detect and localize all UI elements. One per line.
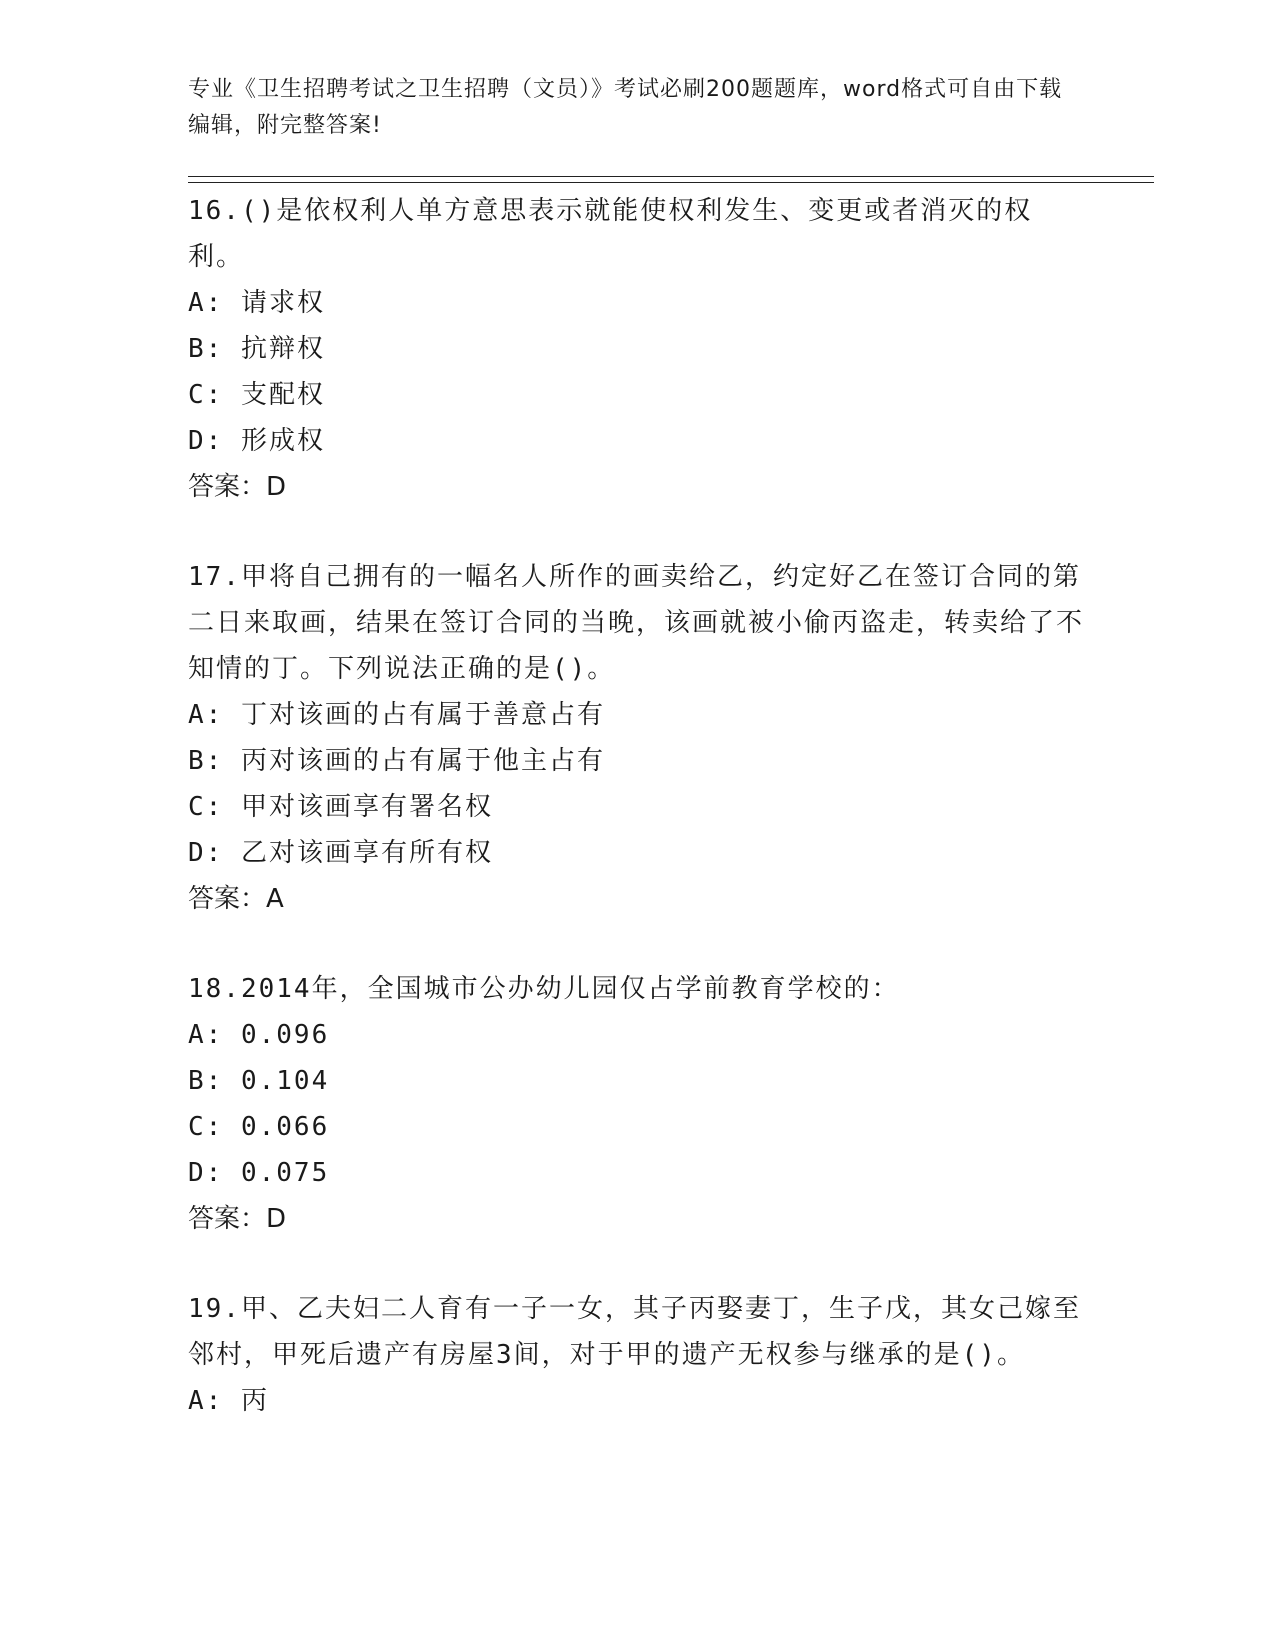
option-a: A: 请求权: [188, 288, 325, 318]
option-c: C: 0.066: [188, 1112, 330, 1142]
header-intro-text: 专业《卫生招聘考试之卫生招聘（文员）》考试必刷200题题库，word格式可自由下载编辑，附完整答案!: [188, 77, 1063, 138]
option-c: C: 支配权: [188, 380, 325, 410]
question-17: [188, 554, 1088, 922]
answer-line: 答案：D: [188, 1204, 287, 1234]
answer-line: 答案：A: [188, 884, 284, 914]
header-rule-top: [188, 176, 1154, 177]
document-header: [188, 72, 1068, 144]
option-b: B: 丙对该画的占有属于他主占有: [188, 746, 605, 776]
question-text: 18.2014年，全国城市公办幼儿园仅占学前教育学校的：: [188, 974, 900, 1004]
option-d: D: 0.075: [188, 1158, 330, 1188]
option-d: D: 形成权: [188, 426, 325, 456]
header-rule-bottom: [188, 182, 1154, 183]
option-a: A: 丁对该画的占有属于善意占有: [188, 700, 605, 730]
option-b: B: 0.104: [188, 1066, 330, 1096]
question-text: 17.甲将自己拥有的一幅名人所作的画卖给乙，约定好乙在签订合同的第二日来取画，结果在签订合同的当晚，该画就被小偷丙盗走，转卖给了不知情的丁。下列说法正确的是()。: [188, 562, 1085, 684]
answer-line: 答案：D: [188, 472, 287, 502]
option-a: A: 0.096: [188, 1020, 330, 1050]
question-18: [188, 966, 1088, 1242]
question-text: 16.()是依权利人单方意思表示就能使权利发生、变更或者消灭的权利。: [188, 196, 1033, 272]
question-list: [188, 188, 1088, 1468]
option-b: B: 抗辩权: [188, 334, 325, 364]
question-text: 19.甲、乙夫妇二人育有一子一女，其子丙娶妻丁，生子戊，其女己嫁至邻村，甲死后遗产有房屋3间，对于甲的遗产无权参与继承的是()。: [188, 1294, 1081, 1370]
option-a: A: 丙: [188, 1386, 269, 1416]
option-c: C: 甲对该画享有署名权: [188, 792, 493, 822]
question-16: [188, 188, 1088, 510]
option-d: D: 乙对该画享有所有权: [188, 838, 493, 868]
question-19: [188, 1286, 1088, 1424]
